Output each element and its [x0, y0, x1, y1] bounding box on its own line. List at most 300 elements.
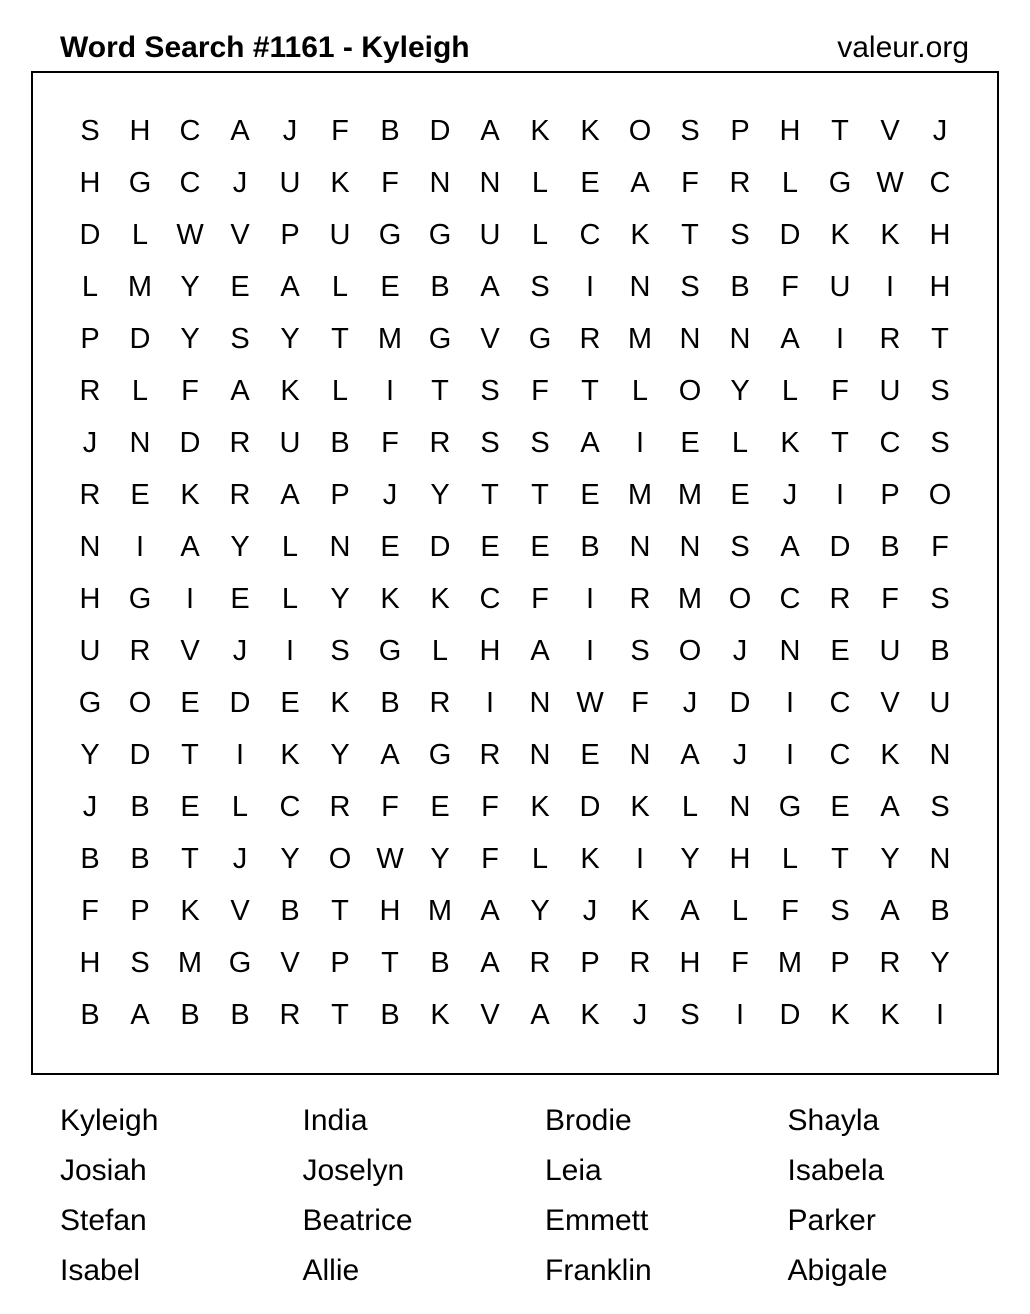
grid-letter[interactable]: K	[330, 167, 350, 199]
grid-letter[interactable]: S	[530, 427, 550, 459]
grid-letter[interactable]: N	[679, 531, 701, 563]
grid-letter[interactable]: L	[231, 791, 249, 823]
grid-letter[interactable]: B	[380, 115, 400, 147]
grid-letter[interactable]: U	[79, 635, 101, 667]
grid-letter[interactable]: S	[480, 375, 500, 407]
grid-letter[interactable]: L	[631, 375, 649, 407]
grid-letter[interactable]: A	[880, 791, 900, 823]
grid-letter[interactable]: R	[829, 583, 851, 615]
grid-letter[interactable]: B	[930, 635, 950, 667]
grid-letter[interactable]: V	[880, 687, 900, 719]
grid-letter[interactable]: R	[629, 947, 651, 979]
grid-letter[interactable]: J	[382, 479, 398, 511]
grid-letter[interactable]: H	[79, 947, 101, 979]
grid-letter[interactable]: V	[230, 219, 250, 251]
grid-letter[interactable]: N	[929, 739, 951, 771]
grid-letter[interactable]: K	[830, 999, 850, 1031]
grid-letter[interactable]: F	[781, 271, 799, 303]
grid-letter[interactable]: I	[835, 479, 845, 511]
grid-letter[interactable]: R	[129, 635, 151, 667]
grid-letter[interactable]: B	[580, 531, 600, 563]
grid-letter[interactable]: E	[380, 271, 400, 303]
grid-letter[interactable]: T	[681, 219, 699, 251]
grid-letter[interactable]: S	[530, 271, 550, 303]
grid-letter[interactable]: I	[585, 635, 595, 667]
grid-letter[interactable]: S	[230, 323, 250, 355]
grid-letter[interactable]: R	[879, 947, 901, 979]
grid-letter[interactable]: M	[677, 479, 703, 511]
grid-letter[interactable]: D	[429, 531, 451, 563]
grid-letter[interactable]: N	[779, 635, 801, 667]
grid-letter[interactable]: C	[279, 791, 301, 823]
grid-letter[interactable]: F	[381, 167, 399, 199]
grid-letter[interactable]: R	[429, 687, 451, 719]
grid-letter[interactable]: H	[679, 947, 701, 979]
grid-letter[interactable]: Y	[880, 843, 900, 875]
grid-letter[interactable]: I	[835, 323, 845, 355]
grid-letter[interactable]: T	[181, 739, 199, 771]
grid-letter[interactable]: G	[778, 791, 802, 823]
grid-letter[interactable]: V	[280, 947, 300, 979]
grid-letter[interactable]: B	[430, 947, 450, 979]
grid-letter[interactable]: I	[185, 583, 195, 615]
grid-letter[interactable]: F	[81, 895, 99, 927]
grid-letter[interactable]: R	[429, 427, 451, 459]
grid-letter[interactable]: G	[428, 219, 452, 251]
grid-letter[interactable]: Y	[230, 531, 250, 563]
grid-letter[interactable]: N	[529, 739, 551, 771]
grid-letter[interactable]: D	[129, 739, 151, 771]
grid-letter[interactable]: P	[280, 219, 300, 251]
grid-letter[interactable]: M	[177, 947, 203, 979]
grid-letter[interactable]: H	[379, 895, 401, 927]
grid-letter[interactable]: M	[777, 947, 803, 979]
grid-letter[interactable]: A	[530, 635, 550, 667]
grid-letter[interactable]: G	[828, 167, 852, 199]
grid-letter[interactable]: T	[831, 427, 849, 459]
grid-letter[interactable]: H	[929, 219, 951, 251]
grid-letter[interactable]: A	[680, 739, 700, 771]
grid-letter[interactable]: E	[580, 739, 600, 771]
grid-letter[interactable]: G	[528, 323, 552, 355]
grid-letter[interactable]: B	[280, 895, 300, 927]
grid-letter[interactable]: K	[880, 739, 900, 771]
grid-letter[interactable]: L	[131, 375, 149, 407]
grid-letter[interactable]: K	[280, 375, 300, 407]
grid-letter[interactable]: K	[580, 843, 600, 875]
grid-letter[interactable]: T	[331, 999, 349, 1031]
grid-letter[interactable]: A	[780, 531, 800, 563]
grid-letter[interactable]: K	[530, 115, 550, 147]
grid-letter[interactable]: M	[677, 583, 703, 615]
grid-letter[interactable]: S	[730, 219, 750, 251]
grid-letter[interactable]: F	[481, 791, 499, 823]
grid-letter[interactable]: J	[82, 791, 98, 823]
grid-letter[interactable]: C	[779, 583, 801, 615]
grid-letter[interactable]: G	[128, 583, 152, 615]
grid-letter[interactable]: E	[730, 479, 750, 511]
grid-letter[interactable]: F	[731, 947, 749, 979]
grid-letter[interactable]: D	[779, 999, 801, 1031]
grid-letter[interactable]: E	[480, 531, 500, 563]
grid-letter[interactable]: J	[582, 895, 598, 927]
grid-letter[interactable]: H	[479, 635, 501, 667]
grid-letter[interactable]: A	[230, 375, 250, 407]
grid-letter[interactable]: J	[782, 479, 798, 511]
grid-letter[interactable]: P	[80, 323, 100, 355]
grid-letter[interactable]: L	[331, 271, 349, 303]
grid-letter[interactable]: L	[731, 895, 749, 927]
grid-letter[interactable]: A	[480, 271, 500, 303]
grid-letter[interactable]: K	[430, 583, 450, 615]
grid-letter[interactable]: T	[331, 895, 349, 927]
grid-letter[interactable]: U	[829, 271, 851, 303]
grid-letter[interactable]: L	[731, 427, 749, 459]
grid-letter[interactable]: J	[232, 167, 248, 199]
grid-letter[interactable]: K	[530, 791, 550, 823]
grid-letter[interactable]: F	[831, 375, 849, 407]
grid-letter[interactable]: M	[427, 895, 453, 927]
grid-letter[interactable]: F	[781, 895, 799, 927]
grid-letter[interactable]: I	[485, 687, 495, 719]
grid-letter[interactable]: E	[280, 687, 300, 719]
grid-letter[interactable]: B	[380, 999, 400, 1031]
grid-letter[interactable]: H	[79, 167, 101, 199]
grid-letter[interactable]: E	[680, 427, 700, 459]
grid-letter[interactable]: W	[876, 167, 904, 199]
grid-letter[interactable]: I	[635, 427, 645, 459]
grid-letter[interactable]: A	[780, 323, 800, 355]
grid-letter[interactable]: P	[130, 895, 150, 927]
grid-letter[interactable]: L	[131, 219, 149, 251]
grid-letter[interactable]: Y	[180, 323, 200, 355]
grid-letter[interactable]: E	[380, 531, 400, 563]
grid-letter[interactable]: N	[729, 323, 751, 355]
grid-letter[interactable]: A	[280, 479, 300, 511]
grid-letter[interactable]: N	[929, 843, 951, 875]
grid-letter[interactable]: F	[331, 115, 349, 147]
grid-letter[interactable]: I	[585, 271, 595, 303]
grid-letter[interactable]: S	[930, 583, 950, 615]
grid-letter[interactable]: S	[830, 895, 850, 927]
grid-letter[interactable]: L	[781, 843, 799, 875]
grid-letter[interactable]: E	[230, 271, 250, 303]
grid-letter[interactable]: U	[279, 167, 301, 199]
grid-letter[interactable]: B	[930, 895, 950, 927]
grid-letter[interactable]: C	[179, 115, 201, 147]
grid-letter[interactable]: F	[931, 531, 949, 563]
grid-letter[interactable]: A	[280, 271, 300, 303]
grid-letter[interactable]: I	[585, 583, 595, 615]
grid-letter[interactable]: S	[680, 115, 700, 147]
grid-letter[interactable]: O	[678, 375, 702, 407]
grid-letter[interactable]: D	[729, 687, 751, 719]
grid-letter[interactable]: E	[430, 791, 450, 823]
grid-letter[interactable]: Y	[180, 271, 200, 303]
grid-letter[interactable]: M	[127, 271, 153, 303]
grid-letter[interactable]: Y	[930, 947, 950, 979]
grid-letter[interactable]: R	[329, 791, 351, 823]
grid-letter[interactable]: R	[79, 375, 101, 407]
grid-letter[interactable]: C	[879, 427, 901, 459]
grid-letter[interactable]: N	[629, 739, 651, 771]
grid-letter[interactable]: I	[735, 999, 745, 1031]
grid-letter[interactable]: K	[630, 895, 650, 927]
grid-letter[interactable]: T	[531, 479, 549, 511]
grid-letter[interactable]: N	[529, 687, 551, 719]
grid-letter[interactable]: A	[380, 739, 400, 771]
grid-letter[interactable]: A	[880, 895, 900, 927]
grid-letter[interactable]: H	[129, 115, 151, 147]
grid-letter[interactable]: T	[931, 323, 949, 355]
grid-letter[interactable]: E	[230, 583, 250, 615]
grid-letter[interactable]: R	[729, 167, 751, 199]
grid-letter[interactable]: V	[180, 635, 200, 667]
grid-letter[interactable]: K	[580, 999, 600, 1031]
grid-letter[interactable]: U	[879, 375, 901, 407]
grid-letter[interactable]: F	[531, 375, 549, 407]
grid-letter[interactable]: K	[880, 999, 900, 1031]
grid-letter[interactable]: B	[180, 999, 200, 1031]
grid-letter[interactable]: N	[79, 531, 101, 563]
grid-letter[interactable]: I	[935, 999, 945, 1031]
grid-letter[interactable]: K	[580, 115, 600, 147]
grid-letter[interactable]: F	[631, 687, 649, 719]
grid-letter[interactable]: P	[330, 479, 350, 511]
grid-letter[interactable]: P	[330, 947, 350, 979]
grid-letter[interactable]: R	[579, 323, 601, 355]
grid-letter[interactable]: D	[829, 531, 851, 563]
grid-letter[interactable]: R	[879, 323, 901, 355]
grid-letter[interactable]: F	[881, 583, 899, 615]
grid-letter[interactable]: J	[732, 739, 748, 771]
grid-letter[interactable]: C	[179, 167, 201, 199]
grid-letter[interactable]: L	[81, 271, 99, 303]
grid-letter[interactable]: C	[829, 687, 851, 719]
grid-letter[interactable]: F	[381, 427, 399, 459]
grid-letter[interactable]: D	[179, 427, 201, 459]
grid-letter[interactable]: B	[880, 531, 900, 563]
grid-letter[interactable]: B	[330, 427, 350, 459]
grid-letter[interactable]: N	[329, 531, 351, 563]
grid-letter[interactable]: E	[530, 531, 550, 563]
grid-letter[interactable]: B	[230, 999, 250, 1031]
grid-letter[interactable]: L	[781, 375, 799, 407]
grid-letter[interactable]: U	[929, 687, 951, 719]
grid-letter[interactable]: K	[380, 583, 400, 615]
grid-letter[interactable]: E	[580, 479, 600, 511]
grid-letter[interactable]: S	[630, 635, 650, 667]
grid-letter[interactable]: J	[232, 843, 248, 875]
grid-letter[interactable]: T	[381, 947, 399, 979]
grid-letter[interactable]: S	[680, 999, 700, 1031]
grid-letter[interactable]: S	[680, 271, 700, 303]
grid-letter[interactable]: S	[930, 791, 950, 823]
grid-letter[interactable]: L	[281, 531, 299, 563]
grid-letter[interactable]: O	[678, 635, 702, 667]
grid-letter[interactable]: O	[728, 583, 752, 615]
grid-letter[interactable]: K	[330, 687, 350, 719]
grid-letter[interactable]: C	[829, 739, 851, 771]
grid-letter[interactable]: K	[280, 739, 300, 771]
grid-letter[interactable]: M	[627, 323, 653, 355]
grid-letter[interactable]: N	[729, 791, 751, 823]
grid-letter[interactable]: B	[80, 999, 100, 1031]
grid-letter[interactable]: B	[80, 843, 100, 875]
grid-letter[interactable]: C	[929, 167, 951, 199]
grid-letter[interactable]: H	[779, 115, 801, 147]
grid-letter[interactable]: U	[879, 635, 901, 667]
grid-letter[interactable]: A	[230, 115, 250, 147]
grid-letter[interactable]: A	[180, 531, 200, 563]
grid-letter[interactable]: B	[380, 687, 400, 719]
grid-letter[interactable]: L	[531, 843, 549, 875]
grid-letter[interactable]: T	[431, 375, 449, 407]
grid-letter[interactable]: N	[629, 531, 651, 563]
grid-letter[interactable]: T	[831, 843, 849, 875]
grid-letter[interactable]: T	[331, 323, 349, 355]
grid-letter[interactable]: G	[228, 947, 252, 979]
grid-letter[interactable]: R	[279, 999, 301, 1031]
grid-letter[interactable]: E	[130, 479, 150, 511]
grid-letter[interactable]: A	[530, 999, 550, 1031]
grid-letter[interactable]: U	[329, 219, 351, 251]
grid-letter[interactable]: R	[229, 427, 251, 459]
grid-letter[interactable]: P	[830, 947, 850, 979]
grid-letter[interactable]: A	[130, 999, 150, 1031]
grid-letter[interactable]: Y	[730, 375, 750, 407]
grid-letter[interactable]: U	[279, 427, 301, 459]
grid-letter[interactable]: A	[580, 427, 600, 459]
grid-letter[interactable]: K	[880, 219, 900, 251]
grid-letter[interactable]: D	[129, 323, 151, 355]
grid-letter[interactable]: K	[630, 791, 650, 823]
grid-letter[interactable]: B	[730, 271, 750, 303]
grid-letter[interactable]: D	[229, 687, 251, 719]
grid-letter[interactable]: E	[830, 791, 850, 823]
grid-letter[interactable]: N	[429, 167, 451, 199]
grid-letter[interactable]: V	[480, 323, 500, 355]
grid-letter[interactable]: G	[428, 323, 452, 355]
grid-letter[interactable]: Y	[430, 479, 450, 511]
grid-letter[interactable]: W	[176, 219, 204, 251]
grid-letter[interactable]: P	[580, 947, 600, 979]
grid-letter[interactable]: J	[632, 999, 648, 1031]
grid-letter[interactable]: L	[531, 167, 549, 199]
grid-letter[interactable]: Y	[280, 323, 300, 355]
grid-letter[interactable]: N	[629, 271, 651, 303]
grid-letter[interactable]: E	[830, 635, 850, 667]
grid-letter[interactable]: K	[830, 219, 850, 251]
grid-letter[interactable]: I	[235, 739, 245, 771]
grid-letter[interactable]: S	[930, 375, 950, 407]
grid-letter[interactable]: L	[281, 583, 299, 615]
grid-letter[interactable]: G	[378, 635, 402, 667]
grid-letter[interactable]: T	[181, 843, 199, 875]
grid-letter[interactable]: C	[579, 219, 601, 251]
grid-letter[interactable]: M	[627, 479, 653, 511]
grid-letter[interactable]: E	[580, 167, 600, 199]
grid-letter[interactable]: A	[480, 895, 500, 927]
grid-letter[interactable]: N	[679, 323, 701, 355]
grid-letter[interactable]: A	[480, 115, 500, 147]
grid-letter[interactable]: N	[479, 167, 501, 199]
grid-letter[interactable]: S	[330, 635, 350, 667]
grid-letter[interactable]: O	[628, 115, 652, 147]
grid-letter[interactable]: Y	[330, 739, 350, 771]
grid-letter[interactable]: A	[680, 895, 700, 927]
grid-letter[interactable]: Y	[680, 843, 700, 875]
grid-letter[interactable]: D	[79, 219, 101, 251]
grid-letter[interactable]: J	[232, 635, 248, 667]
grid-letter[interactable]: J	[282, 115, 298, 147]
grid-letter[interactable]: J	[682, 687, 698, 719]
grid-letter[interactable]: L	[681, 791, 699, 823]
grid-letter[interactable]: K	[630, 219, 650, 251]
grid-letter[interactable]: M	[377, 323, 403, 355]
grid-letter[interactable]: A	[630, 167, 650, 199]
grid-letter[interactable]: E	[180, 791, 200, 823]
grid-letter[interactable]: F	[481, 843, 499, 875]
grid-letter[interactable]: S	[80, 115, 100, 147]
grid-letter[interactable]: V	[880, 115, 900, 147]
grid-letter[interactable]: H	[729, 843, 751, 875]
grid-letter[interactable]: E	[180, 687, 200, 719]
grid-letter[interactable]: F	[681, 167, 699, 199]
grid-letter[interactable]: F	[181, 375, 199, 407]
grid-letter[interactable]: L	[781, 167, 799, 199]
grid-letter[interactable]: H	[929, 271, 951, 303]
grid-letter[interactable]: D	[779, 219, 801, 251]
grid-letter[interactable]: O	[128, 687, 152, 719]
grid-letter[interactable]: G	[78, 687, 102, 719]
grid-letter[interactable]: K	[180, 895, 200, 927]
grid-letter[interactable]: L	[531, 219, 549, 251]
grid-letter[interactable]: S	[130, 947, 150, 979]
grid-letter[interactable]: Y	[80, 739, 100, 771]
grid-letter[interactable]: I	[285, 635, 295, 667]
grid-letter[interactable]: J	[932, 115, 948, 147]
grid-letter[interactable]: Y	[330, 583, 350, 615]
grid-letter[interactable]: K	[780, 427, 800, 459]
grid-letter[interactable]: U	[479, 219, 501, 251]
grid-letter[interactable]: T	[831, 115, 849, 147]
grid-letter[interactable]: B	[430, 271, 450, 303]
grid-letter[interactable]: Y	[530, 895, 550, 927]
grid-letter[interactable]: K	[180, 479, 200, 511]
grid-letter[interactable]: K	[430, 999, 450, 1031]
grid-letter[interactable]: Y	[430, 843, 450, 875]
grid-letter[interactable]: W	[376, 843, 404, 875]
grid-letter[interactable]: T	[481, 479, 499, 511]
grid-letter[interactable]: B	[130, 843, 150, 875]
grid-letter[interactable]: R	[629, 583, 651, 615]
grid-letter[interactable]: T	[581, 375, 599, 407]
grid-letter[interactable]: R	[529, 947, 551, 979]
grid-letter[interactable]: R	[79, 479, 101, 511]
grid-letter[interactable]: L	[431, 635, 449, 667]
grid-letter[interactable]: H	[79, 583, 101, 615]
grid-letter[interactable]: B	[130, 791, 150, 823]
grid-letter[interactable]: A	[480, 947, 500, 979]
grid-letter[interactable]: R	[229, 479, 251, 511]
grid-letter[interactable]: F	[381, 791, 399, 823]
grid-letter[interactable]: S	[480, 427, 500, 459]
grid-letter[interactable]: S	[730, 531, 750, 563]
grid-letter[interactable]: L	[331, 375, 349, 407]
grid-letter[interactable]: S	[930, 427, 950, 459]
grid-letter[interactable]: I	[885, 271, 895, 303]
